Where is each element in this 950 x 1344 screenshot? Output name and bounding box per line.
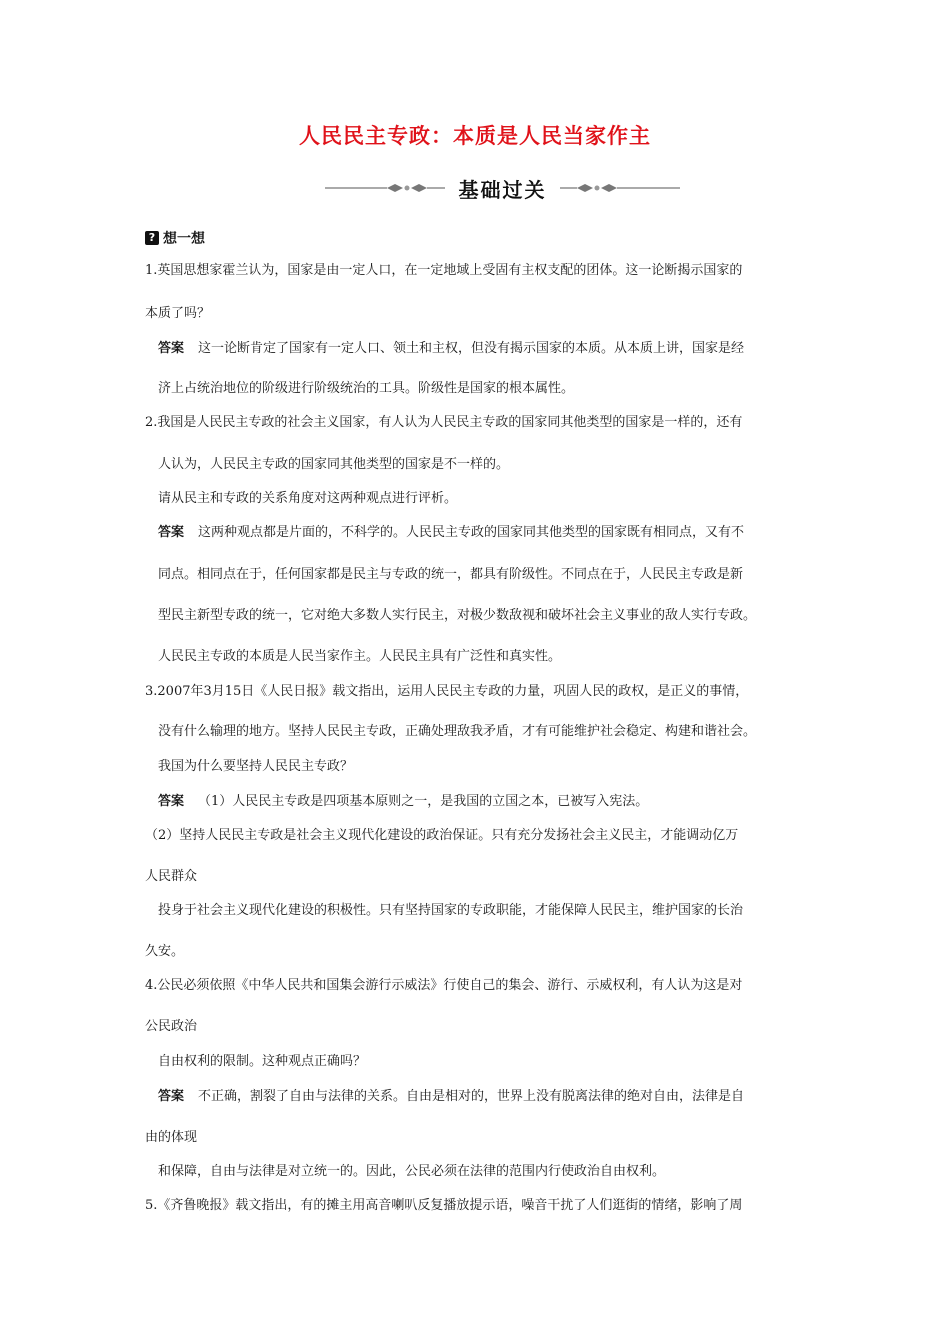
banner-label: 基础过关	[458, 178, 547, 202]
answer-2-line-2: 同点。相同点在于，任何国家都是民主与专政的统一，都具有阶级性。不同点在于，人民民主专政是新	[158, 567, 744, 582]
page-title: 人民民主专政：本质是人民当家作主	[299, 124, 651, 148]
answer-text: 这一论断肯定了国家有一定人口、领土和主权，但没有揭示国家的本质。从本质上讲，国家是经	[198, 341, 745, 356]
question-2-line-1: 2.我国是人民民主专政的社会主义国家，有人认为人民民主专政的国家同其他类型的国家是一样的，还有	[145, 415, 743, 430]
answer-3-line-5: 久安。	[145, 944, 185, 959]
question-3-line-2: 没有什么输理的地方。坚持人民民主专政，正确处理敌我矛盾，才有可能维护社会稳定、构建和谐社会。	[158, 724, 757, 739]
answer-2-line-1	[158, 524, 744, 542]
question-4-line-1: 4.公民必须依照《中华人民共和国集会游行示威法》行使自己的集会、游行、示威权利，有人认为这是对	[145, 978, 743, 993]
answer-label: 答案	[158, 794, 185, 809]
question-4-line-3: 自由权利的限制。这种观点正确吗？	[158, 1054, 367, 1069]
answer-text: （1）人民民主专政是四项基本原则之一，是我国的立国之本，已被写入宪法。	[198, 794, 649, 809]
answer-1-line-2: 济上占统治地位的阶级进行阶级统治的工具。阶级性是国家的根本属性。	[158, 381, 575, 396]
question-3-line-3: 我国为什么要坚持人民民主专政？	[158, 759, 354, 774]
question-1-line-1: 1.英国思想家霍兰认为，国家是由一定人口，在一定地域上受固有主权支配的团体。这一论断揭示国家的	[145, 263, 743, 278]
answer-3-line-1	[158, 793, 648, 811]
answer-4-line-3: 和保障，自由与法律是对立统一的。因此，公民必须在法律的范围内行使政治自由权利。	[158, 1164, 666, 1179]
answer-text: 这两种观点都是片面的，不科学的。人民民主专政的国家同其他类型的国家既有相同点，又有不	[198, 525, 745, 540]
question-5-line-1: 5.《齐鲁晚报》载文指出，有的摊主用高音喇叭反复播放提示语，噪音干扰了人们逛街的情绪，影响了周	[145, 1198, 743, 1213]
question-3-line-1: 3.2007年3月15日《人民日报》载文指出，运用人民民主专政的力量，巩固人民的政权，是正义的事情，	[145, 684, 749, 699]
answer-3-line-4: 投身于社会主义现代化建设的积极性。只有坚持国家的专政职能，才能保障人民民主，维护国家的长治	[158, 903, 744, 918]
section-heading	[145, 228, 205, 248]
section-banner	[325, 172, 680, 204]
section-heading-text: 想一想	[163, 231, 205, 247]
answer-4-line-2: 由的体现	[145, 1130, 198, 1145]
answer-1-line-1	[158, 340, 744, 358]
answer-label: 答案	[158, 1089, 185, 1104]
answer-text: 不正确，割裂了自由与法律的关系。自由是相对的，世界上没有脱离法律的绝对自由，法律是自	[198, 1089, 745, 1104]
question-1-line-2: 本质了吗？	[145, 306, 211, 321]
answer-4-line-1	[158, 1088, 744, 1106]
answer-3-line-2: （2）坚持人民民主专政是社会主义现代化建设的政治保证。只有充分发扬社会主义民主，才能调动亿万	[145, 828, 739, 843]
answer-label: 答案	[158, 341, 185, 356]
question-mark-icon: ?	[145, 231, 159, 245]
question-4-line-2: 公民政治	[145, 1019, 198, 1034]
question-2-line-2: 人认为，人民民主专政的国家同其他类型的国家是不一样的。	[158, 457, 510, 472]
answer-2-line-3: 型民主新型专政的统一，它对绝大多数人实行民主，对极少数敌视和破坏社会主义事业的敌人实行专政。	[158, 608, 757, 623]
question-2-line-3: 请从民主和专政的关系角度对这两种观点进行评析。	[158, 491, 458, 506]
answer-3-line-3: 人民群众	[145, 869, 198, 884]
answer-2-line-4: 人民民主专政的本质是人民当家作主。人民民主具有广泛性和真实性。	[158, 649, 562, 664]
answer-label: 答案	[158, 525, 185, 540]
